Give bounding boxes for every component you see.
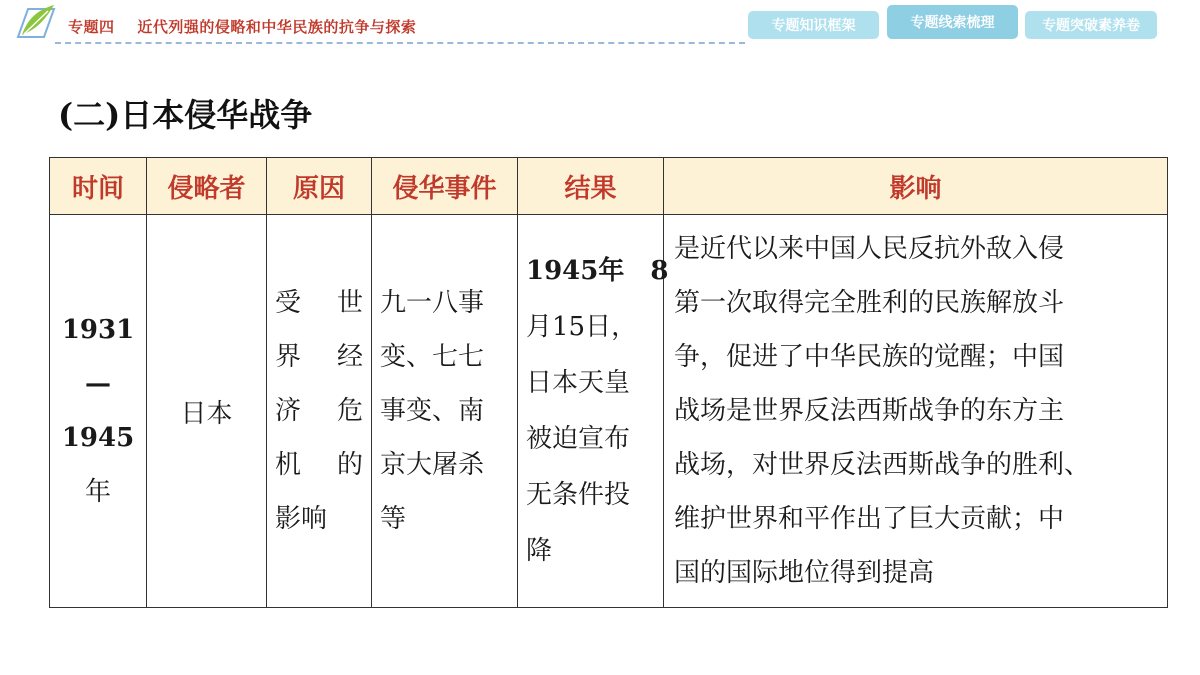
tab-knowledge-framework[interactable]: 专题知识框架	[748, 11, 879, 39]
table-header-row	[50, 158, 1168, 215]
top-header	[0, 0, 1200, 48]
tab-clue-review[interactable]: 专题线索梳理	[887, 5, 1018, 39]
cell-result: 1945年 8 月15日， 日本天皇 被迫宣布 无条件投 降	[518, 215, 664, 608]
tab-breakthrough-quiz[interactable]: 专题突破素养卷	[1025, 11, 1157, 39]
header-divider	[55, 42, 745, 46]
cell-cause: 受 世 界 经 济 危 机 的 影响	[267, 215, 372, 608]
cell-time: 1931 — 1945 年	[50, 215, 147, 608]
cell-impact: 是近代以来中国人民反抗外敌入侵 第一次取得完全胜利的民族解放斗 争，促进了中华民族的觉醒；中国 战场是世界反法西斯战争的东方主 战场，对世界反法西斯战争的胜利、 维护世界和平作出了巨大贡献；中 国的国际地位得到提高	[664, 215, 1168, 608]
topic-title: 专题四 近代列强的侵略和中华民族的抗争与探索	[68, 18, 417, 36]
leaf-logo-icon	[14, 3, 58, 41]
table-row	[50, 215, 1168, 608]
header-invader: 侵略者	[147, 158, 267, 215]
section-title: (二)日本侵华战争	[58, 96, 313, 134]
header-events: 侵华事件	[372, 158, 518, 215]
header-cause: 原因	[267, 158, 372, 215]
japan-invasion-table	[49, 157, 1168, 608]
header-time: 时间	[50, 158, 147, 215]
cell-events: 九一八事 变、七七 事变、南 京大屠杀 等	[372, 215, 518, 608]
cell-invader: 日本	[147, 215, 267, 608]
header-impact: 影响	[664, 158, 1168, 215]
header-result: 结果	[518, 158, 664, 215]
